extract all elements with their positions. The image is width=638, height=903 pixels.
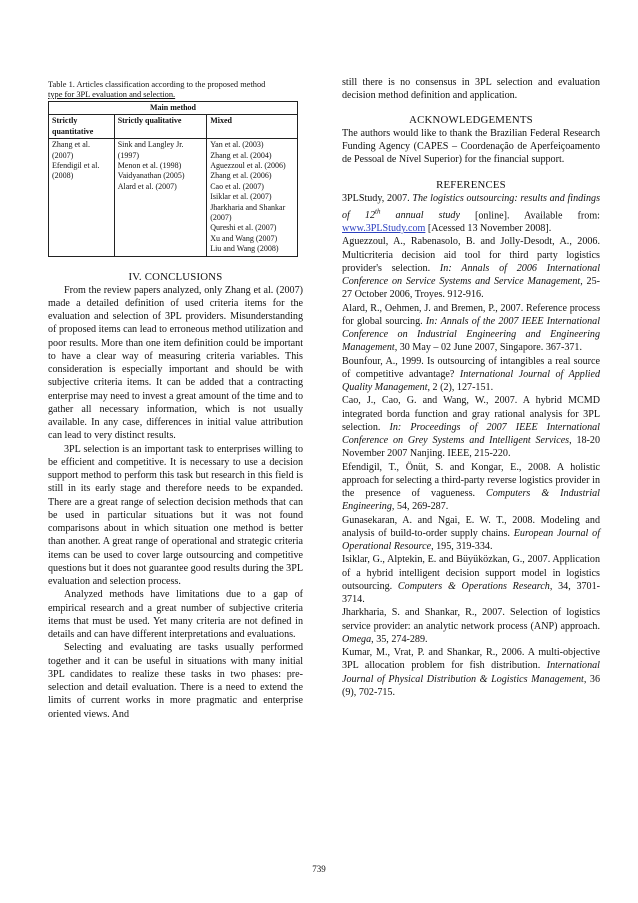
table-entry: Qureshi et al. (2007): [210, 223, 277, 233]
ref-title: Omega: [342, 633, 372, 645]
table-entry: Zhang et al. (2004): [210, 150, 272, 160]
table-entry: Jharkharia and Shankar: [210, 202, 286, 212]
ref-text: , 35, 274-289.: [371, 633, 428, 645]
table-caption: [48, 80, 303, 100]
ref-text: [online]. Available from:: [459, 209, 600, 221]
table-caption-line-1: Table 1. Articles classification according to the proposed method: [48, 80, 266, 89]
ref-text: Gunasekaran, A. and Ngai, E. W. T., 2008. Modeling and analysis of build-to-order supply chains.: [342, 514, 600, 539]
classification-table: [48, 101, 298, 257]
ref-text: Jharkharia, S. and Shankar, R., 2007. Selection of logistics service provider: an analytic network process (ANP) approach.: [342, 607, 600, 632]
table-cell-mixed: [207, 139, 298, 256]
ref-text: 3PLStudy, 2007.: [342, 193, 413, 205]
ref-text: Kumar, M., Vrat, P. and Shankar, R., 2006. A multi-objective 3PL allocation problem for fish distribution.: [342, 647, 600, 672]
table-entry: Isiklar et al. (2007): [210, 192, 272, 202]
table-entry: Zhang et al.: [52, 140, 90, 150]
reference-efendigil: [342, 461, 600, 514]
ref-title: European Journal of Operational Resource: [342, 527, 600, 553]
table-header-quantitative: Strictly quantitative: [49, 115, 115, 139]
conclusions-paragraph-4: Selecting and evaluating are tasks usually performed together and it can be useful in situations with many initial 3PL candidates to realize these tasks in two phases: pre-selection and detail evaluation. There is a need to extend the limits of current works in more pragmatic and enterprise oriented views. And: [48, 642, 303, 720]
ref-superscript: th: [375, 207, 381, 216]
table-entry: Yan et al. (2003): [210, 140, 264, 150]
ref-title: Computers & Industrial Engineering: [342, 488, 600, 513]
table-entry: Alard et al. (2007): [117, 181, 177, 191]
reference-alard: [342, 302, 600, 355]
table-entry: Vaidyanathan (2005): [117, 171, 185, 181]
ref-text: Isiklar, G., Alptekin, E. and Büyüközkan, G., 2007. Application of a hybrid intelligent decision support model in logistics outsourcing.: [342, 554, 600, 592]
ref-title-part: annual study: [380, 209, 460, 221]
reference-aguezzoul: [342, 235, 600, 301]
right-column: [342, 76, 600, 699]
ref-text: Cao, J., Cao, G. and Wang, W., 2007. A hybrid MCMD integrated borda function and gray rational analysis for 3PL selection.: [342, 395, 600, 433]
acknowledgements-text: The authors would like to thank the Brazilian Federal Research Funding Agency (CAPES – Coordenação de Aperfeiçoamento de Pessoal de Nível Superior) for the financial support.: [342, 127, 600, 165]
ref-title: In: Annals of 2006 International Conference on Service Systems and Service Management: [342, 262, 601, 288]
table-entry: Menon et al. (1998): [117, 161, 182, 171]
table-entry: Efendigil et al.: [52, 161, 100, 171]
reference-kumar: [342, 646, 600, 699]
ref-text: , Singapore. 367-371.: [494, 342, 582, 354]
ref-title: In: Proceedings of 2007 IEEE International Conference on Grey Systems and Intelligent Services: [342, 421, 600, 447]
table-header-mixed: Mixed: [207, 115, 298, 139]
reference-cao: [342, 394, 600, 460]
reference-jharkharia: [342, 606, 600, 646]
ref-text: Aguezzoul, A., Rabenasolo, B. and Jolly-Desodt, A., 2006. Multicriteria decision aid tool for third party logistics provider's selection.: [342, 236, 600, 274]
ref-text: , 2 (2), 127-151.: [427, 382, 494, 394]
ref-text: , 36 (9), 702-715.: [342, 673, 601, 698]
table-entry: Xu and Wang (2007): [210, 233, 278, 243]
ref-text: Alard, R., Oehmen, J. and Bremen, P., 2007. Reference process for global sourcing.: [342, 302, 600, 327]
ref-text: , 25-27 October 2006, Troyes. 912-916.: [342, 276, 600, 301]
table-entry: Aguezzoul et al. (2006): [210, 161, 286, 171]
reference-bounfour: [342, 355, 600, 395]
ref-title: International Journal of Physical Distribution & Logistics Management: [342, 660, 600, 685]
table-header-qualitative: Strictly qualitative: [114, 115, 207, 139]
table-cell-qualitative: [114, 139, 207, 256]
table-entry: Liu and Wang (2008): [210, 244, 279, 254]
ref-title: In: Annals of the 2007 IEEE International Conference on Industrial Engineering and Engineering Management: [342, 315, 600, 354]
table-entry: (2008): [52, 171, 74, 181]
ref-text: [Acessed 13 November 2008].: [425, 223, 552, 235]
table-entry: Cao et al. (2007): [210, 181, 264, 191]
acknowledgements-heading: ACKNOWLEDGEMENTS: [409, 113, 533, 126]
table-main-header: Main method: [49, 102, 298, 115]
conclusions-paragraph-5: still there is no consensus in 3PL selection and evaluation decision method definition and application.: [342, 77, 600, 102]
reference-isiklar: [342, 553, 600, 606]
ref-text: , 30 May – 02 June 2007: [394, 342, 495, 354]
reference-gunasekaran: [342, 514, 600, 554]
ref-title: Computers & Operations Research: [397, 580, 550, 592]
reference-link[interactable]: www.3PLStudy.com: [342, 223, 426, 235]
ref-text: Bounfour, A., 1999. Is outsourcing of intangibles a real source of competitive advantage?: [342, 355, 600, 380]
table-entry: Zhang et al. (2006): [210, 171, 272, 181]
conclusions-paragraph-2: 3PL selection is an important task to enterprises willing to be efficient and competitive. It is necessary to use a decision support method to perform this task but research in this field is still in its early stage and therefore needs to be expanded. There are a great range of selection decision methods that can be used in particular situations but it was not found comparisons about in which situation one method is better than another. A great range of operational and strategic criteria items can be used to cover large outsourcing and competitive questions but it does not guarantee good results during the 3PL evaluation and selection process.: [48, 443, 303, 588]
ref-text: , 195, 319-334.: [431, 541, 493, 553]
table-entry: (1997): [117, 150, 140, 160]
conclusions-heading: IV. CONCLUSIONS: [128, 270, 223, 283]
table-entry: Sink and Langley Jr.: [117, 140, 184, 150]
table-cell-quantitative: [49, 139, 115, 256]
table-entry: (2007): [52, 150, 74, 160]
ref-text: , 18-20 November 2007 Nanjing. IEEE, 215-220.: [342, 435, 600, 460]
left-column: [48, 80, 303, 721]
conclusions-paragraph-1: From the review papers analyzed, only Zhang et al. (2007) made a detailed definition of used criteria items for the evaluation and selection of 3PL providers. Misunderstanding of proposed items can lead to erroneous method utilization and poor results. More than one item definition could be important to have a clear way of measuring criteria variables. This consideration is especially important and should be with subjective criteria items. It can be added that a contracting enterprise may need to invest a great amount of the time and to gather all necessary information, which is not usually available. In any case, differences in initial value attribution can lead to very distinct results.: [48, 284, 303, 442]
conclusions-paragraph-3: Analyzed methods have limitations due to a gap of empirical research and a great number of subjective criteria items that must be used. Yet many criteria are not defined in details and can have different interpretations and evaluations.: [48, 589, 303, 641]
ref-text: Efendigil, T., Önüt, S. and Kongar, E., 2008. A holistic approach for selecting a third-party reverse logistics provider in the presence of vagueness.: [342, 461, 600, 500]
page-number: 739: [312, 864, 326, 874]
ref-text: , 54, 269-287.: [391, 501, 449, 513]
ref-title-part: The logistics outsourcing: results and findings of 12: [342, 193, 600, 221]
references-heading: REFERENCES: [436, 179, 506, 192]
reference-3plstudy: [342, 192, 600, 235]
ref-title: International Journal of Applied Quality Management: [342, 368, 600, 394]
ref-text: , 34, 3701-3714.: [342, 580, 600, 606]
table-caption-line-2: type for 3PL evaluation and selection.: [48, 90, 176, 99]
table-entry: (2007): [210, 213, 232, 223]
